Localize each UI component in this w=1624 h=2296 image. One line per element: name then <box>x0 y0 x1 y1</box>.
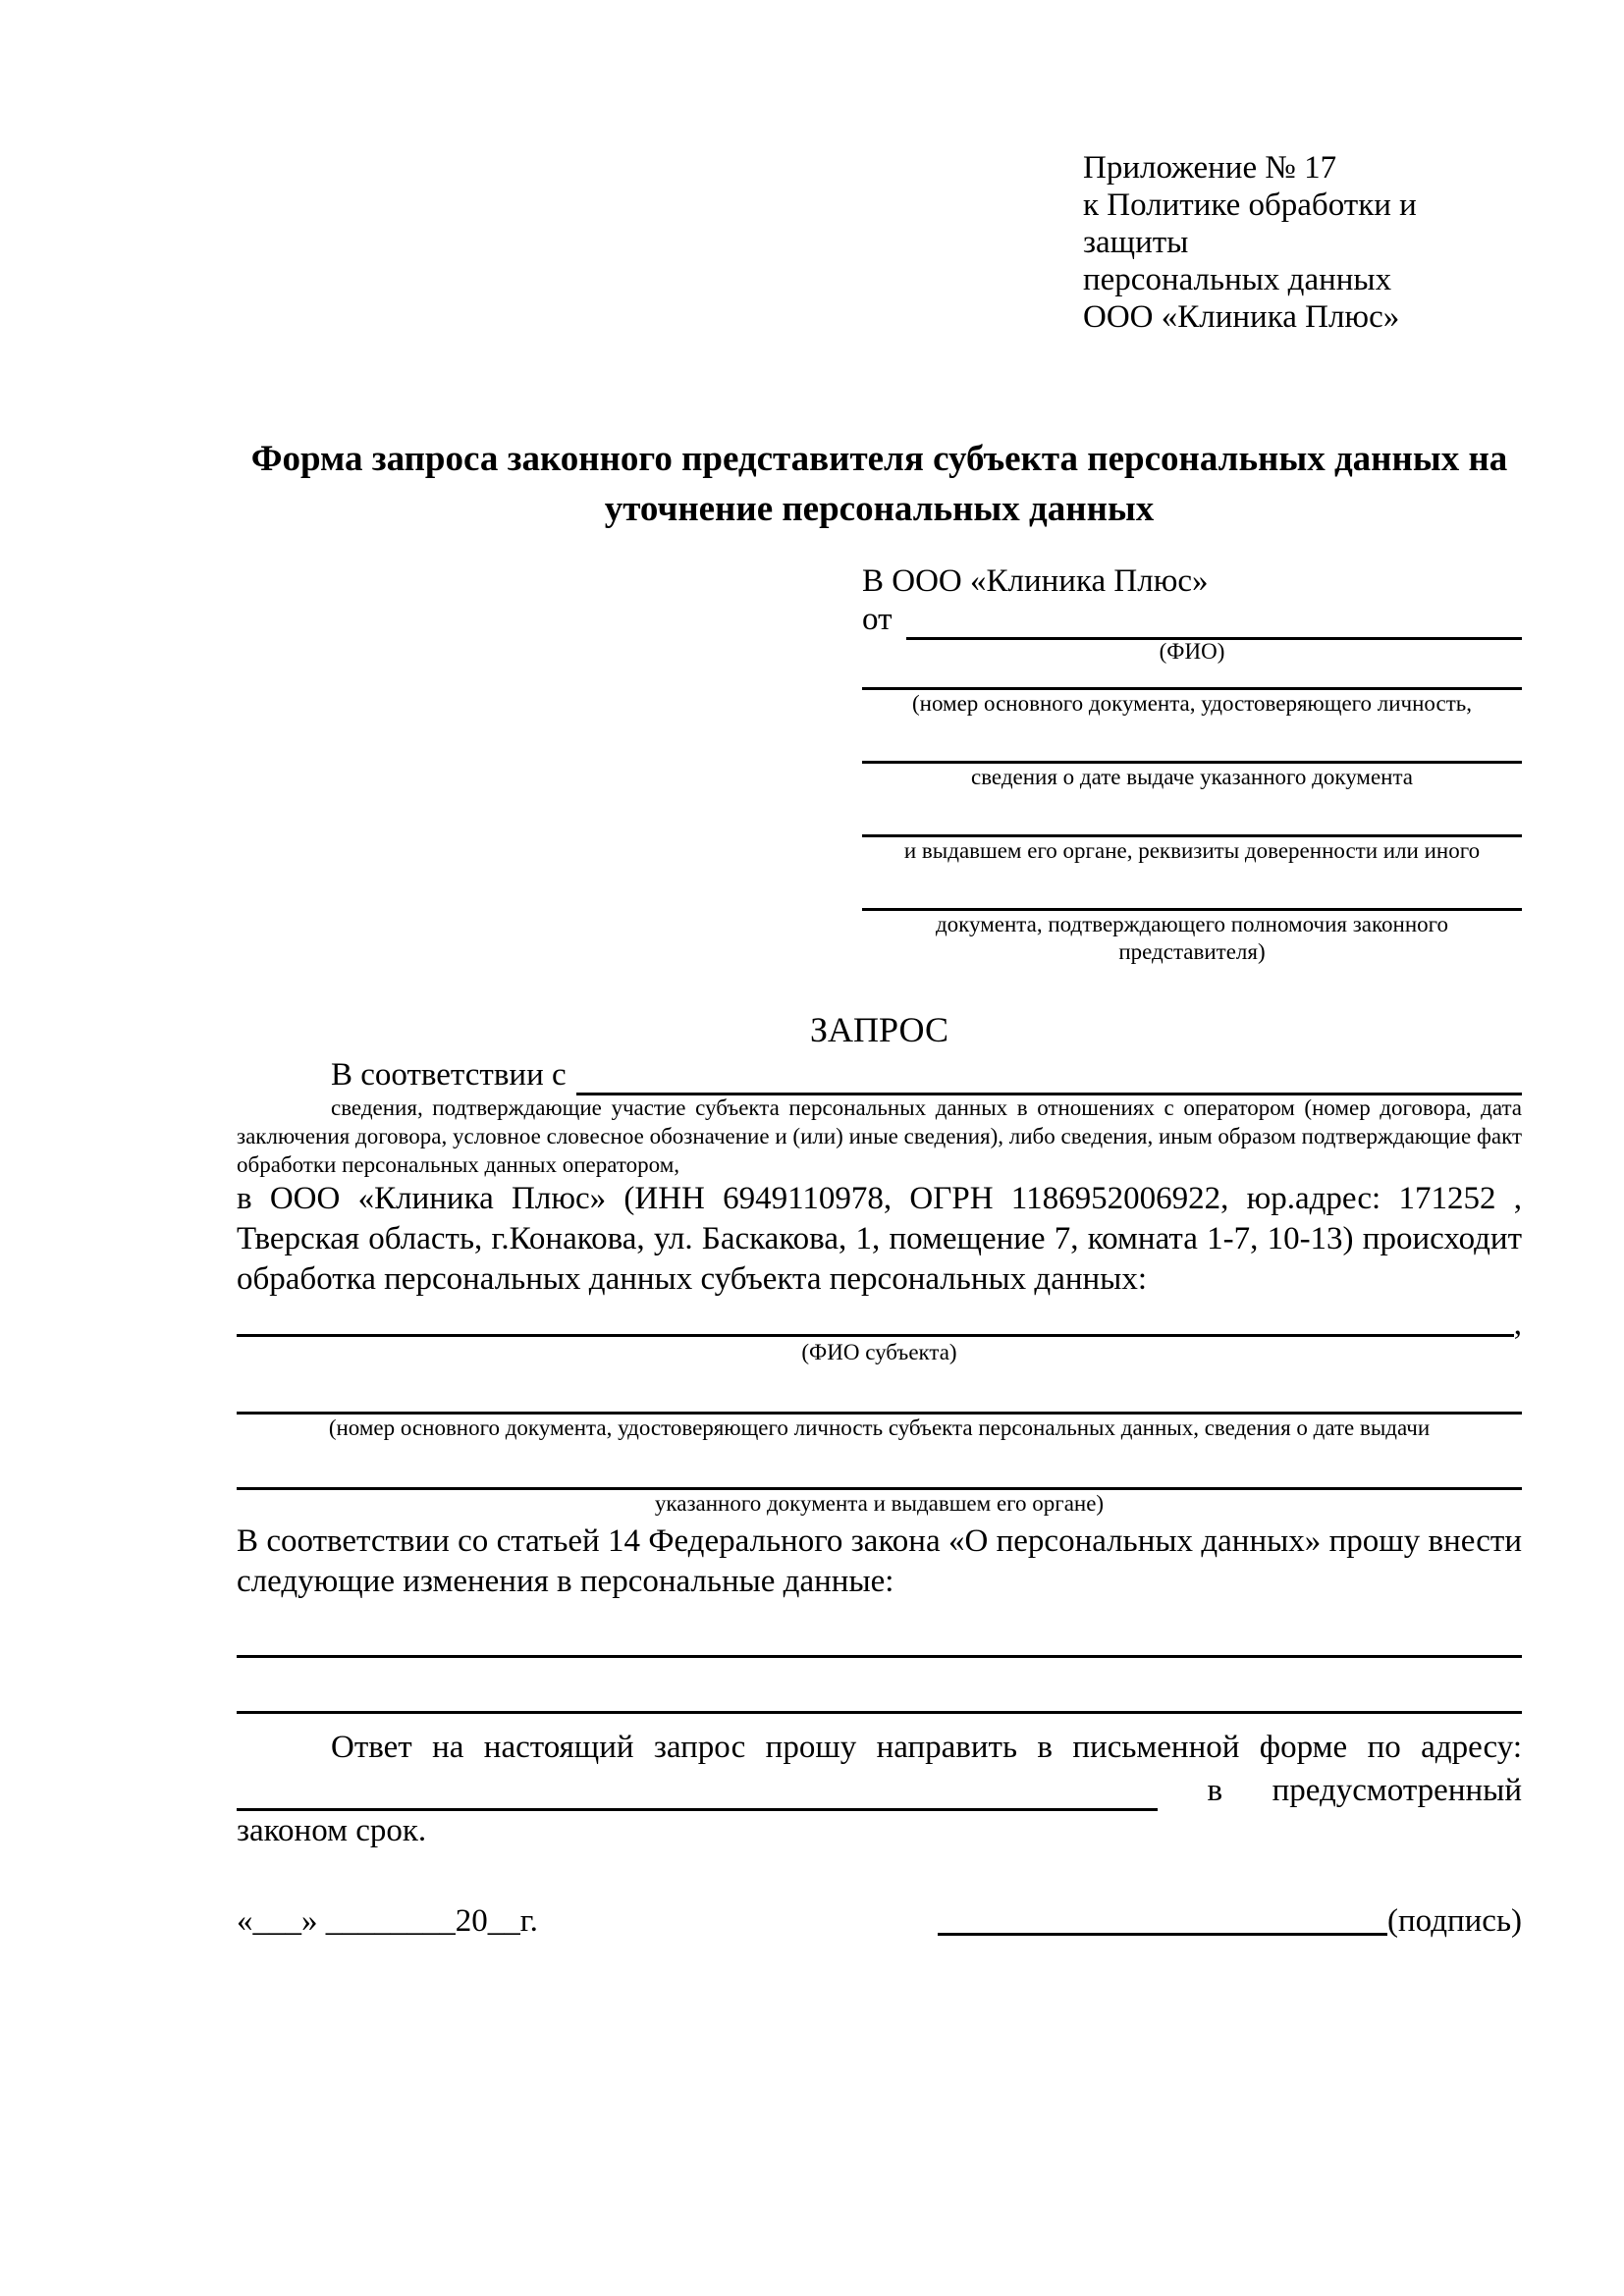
request-heading: ЗАПРОС <box>810 1010 948 1049</box>
reply-address-row <box>237 1768 1522 1809</box>
signature-blank <box>938 1933 1387 1936</box>
representative-doc-blank-3 <box>862 791 1522 837</box>
subject-name-row <box>237 1307 1522 1342</box>
subject-name-comma: , <box>1513 1307 1522 1342</box>
representative-doc-caption-1: (номер основного документа, удостоверяющего личность, <box>911 691 1472 716</box>
subject-doc-caption-1: (номер основного документа, удостоверяющего личность субъекта персональных данных, сведения о дате выдачи <box>328 1415 1431 1440</box>
changes-blank-2 <box>237 1658 1522 1714</box>
from-row <box>862 601 1522 638</box>
header-line-policy: к Политике обработки и защиты <box>1083 187 1417 260</box>
signature-caption: (подпись) <box>1387 1903 1522 1939</box>
document-title: Форма запроса законного представителя субъекта персональных данных на уточнение персональных данных <box>250 439 1508 529</box>
law-paragraph: В соответствии со статьей 14 Федерального закона «О персональных данных» прошу внести следующие изменения в персональные данные: <box>237 1523 1522 1599</box>
subject-name-blank <box>237 1334 1514 1337</box>
subject-doc-blank-1 <box>237 1366 1522 1415</box>
signature-group <box>938 1903 1522 1940</box>
header-line-appendix: Приложение № 17 <box>1083 150 1337 186</box>
date-signature-row <box>237 1903 1522 1940</box>
representative-doc-blank-1 <box>862 666 1522 690</box>
intro-row <box>237 1052 1522 1094</box>
reply-paragraph: Ответ на настоящий запрос прошу направить в письменной форме по адресу: <box>331 1730 1522 1765</box>
reply-term-word: предусмотренный <box>1272 1773 1522 1808</box>
from-label: от <box>862 602 893 637</box>
representative-doc-caption-3: и выдавшем его органе, реквизиты доверенности или иного <box>903 838 1481 863</box>
intro-label: В соответствии с <box>331 1057 567 1093</box>
representative-doc-blank-2 <box>862 718 1522 764</box>
fio-caption: (ФИО) <box>1159 639 1225 664</box>
representative-doc-caption-4: документа, подтверждающего полномочия законного представителя) <box>935 912 1448 964</box>
representative-doc-blank-4 <box>862 865 1522 911</box>
addressee-block <box>862 561 1522 966</box>
subject-doc-blank-2 <box>237 1442 1522 1490</box>
reply-in-word: в <box>1207 1773 1223 1808</box>
document-header <box>1083 149 1522 336</box>
subject-doc-caption-2: указанного документа и выдавшем его органе) <box>654 1491 1105 1516</box>
header-line-personal-data: персональных данных <box>1083 262 1392 297</box>
header-line-company: ООО «Клиника Плюс» <box>1083 299 1400 335</box>
representative-doc-caption-2: сведения о дате выдаче указанного документа <box>970 765 1414 789</box>
subject-fio-caption: (ФИО субъекта) <box>801 1340 957 1364</box>
operator-paragraph: в ООО «Клиника Плюс» (ИНН 6949110978, ОГРН 1186952006922, юр.адрес: 171252 , Тверская область, г.Конакова, ул. Баскакова, 1, помещение 7, комната 1-7, 10-13) происходит обработка персональных данных субъекта персональных данных: <box>237 1181 1522 1297</box>
date-blank-line: «___» ________20__г. <box>237 1903 538 1939</box>
changes-blank-1 <box>237 1602 1522 1658</box>
addressee-to: В ООО «Клиника Плюс» <box>862 563 1209 599</box>
fine-print-note: сведения, подтверждающие участие субъекта персональных данных в отношениях с оператором (номер договора, дата заключения договора, условное словесное обозначение и (или) иные сведения), либо сведения, иным образом подтверждающие факт обработки персональных данных оператором, <box>237 1095 1522 1177</box>
reply-tail: законом срок. <box>237 1813 427 1848</box>
